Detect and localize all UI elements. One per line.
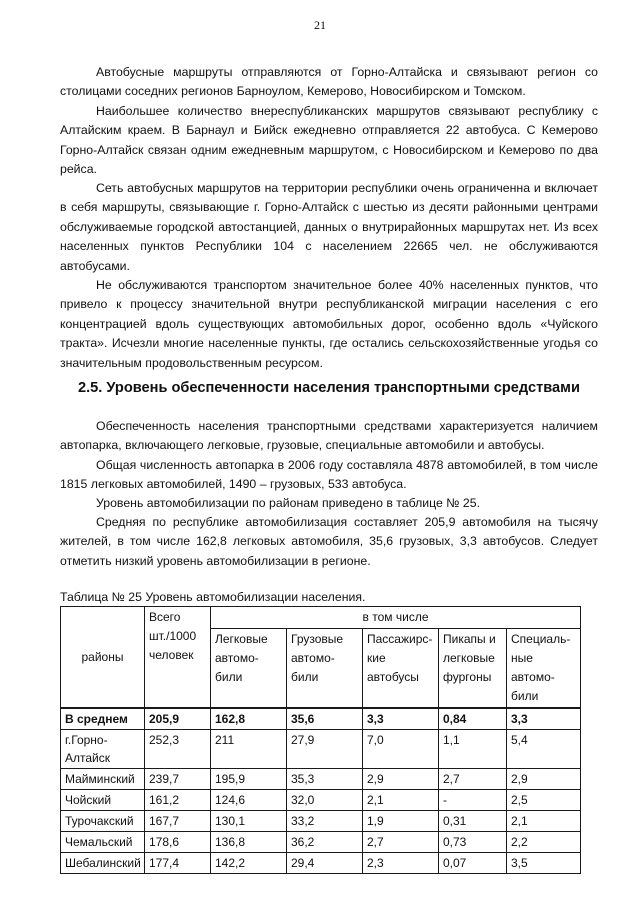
table-caption: Таблица № 25 Уровень автомобилизации населения. — [60, 590, 366, 604]
table-cell: Майминский — [61, 769, 145, 790]
table-cell: 0,84 — [439, 708, 507, 730]
page-number: 21 — [314, 18, 326, 32]
table-cell: 167,7 — [145, 811, 211, 832]
header-including: в том числе — [211, 607, 581, 629]
header-cars: Легковые автомо-били — [211, 629, 287, 709]
paragraph-interregional-routes: Наибольшее количество внереспубликанских маршрутов связывают республику с Алтайским краем. В Барнаул и Бийск ежедневно отправляется 22 автобуса. С Кемерово Горно-Алтайск связан одним ежедневным маршрутом, с Новосибирском и Кемерово по два рейса. — [60, 104, 598, 177]
table-cell: 2,9 — [507, 769, 581, 790]
table-row — [61, 832, 581, 853]
table-cell: В среднем — [61, 708, 145, 730]
table-cell: 142,2 — [211, 853, 287, 874]
table-cell: 239,7 — [145, 769, 211, 790]
paragraph-average-motorization: Средняя по республике автомобилизация составляет 205,9 автомобиля на тысячу жителей, в том числе 162,8 легковых автомобиля, 35,6 грузовых, 3,3 автобусов. Следует отметить низкий уровень автомобилизации в регионе. — [60, 515, 598, 568]
table-cell: 124,6 — [211, 790, 287, 811]
table-cell: Чемальский — [61, 832, 145, 853]
header-trucks: Грузовые автомо-били — [287, 629, 363, 709]
table-cell: 2,7 — [439, 769, 507, 790]
table-cell: 3,3 — [507, 708, 581, 730]
table-cell: 0,07 — [439, 853, 507, 874]
section-heading: 2.5. Уровень обеспеченности населения транспортными средствами — [78, 380, 580, 396]
table-cell: 177,4 — [145, 853, 211, 874]
header-special: Специаль-ные автомо-били — [507, 629, 581, 709]
paragraph-vehicle-provision: Обеспеченность населения транспортными средствами характеризуется наличием автопарка, включающего легковые, грузовые, специальные автомобили и автобусы. — [60, 419, 598, 453]
table-cell: Шебалинский — [61, 853, 145, 874]
table-cell: г.Горно-Алтайск — [61, 730, 145, 769]
table-cell: 35,3 — [287, 769, 363, 790]
table-cell: 27,9 — [287, 730, 363, 769]
table-cell: 130,1 — [211, 811, 287, 832]
paragraph-route-network: Сеть автобусных маршрутов на территории республики очень ограниченна и включает в себя маршруты, связывающие г. Горно-Алтайск с шестью из десяти районными центрами обслуживаемые городской автостанцией, данных о внутрирайонных маршрутах нет. Из всех населенных пунктов Республики 104 с населением 22665 чел. не обслуживаются автобусами. — [60, 181, 598, 273]
table-cell: 3,5 — [507, 853, 581, 874]
table-cell: - — [439, 790, 507, 811]
table-cell: 2,9 — [363, 769, 439, 790]
table-cell: 36,2 — [287, 832, 363, 853]
table-cell: 2,2 — [507, 832, 581, 853]
paragraph-unserved-settlements: Не обслуживаются транспортом значительное более 40% населенных пунктов, что привело к процессу значительной внутри республиканской миграции населения с его концентрацией вдоль существующих автомобильных дорог, особенно вдоль «Чуйского тракта». Исчезли многие населенные пункты, где остались сельскохозяйственные угодья со значительным продовольственным ресурсом. — [60, 278, 598, 370]
table-cell: 2,1 — [363, 790, 439, 811]
table-cell: 195,9 — [211, 769, 287, 790]
table-cell: 32,0 — [287, 790, 363, 811]
table-cell: 1,9 — [363, 811, 439, 832]
paragraph-table-reference: Уровень автомобилизации по районам приведено в таблице № 25. — [96, 496, 481, 510]
table-cell: 1,1 — [439, 730, 507, 769]
table-cell: 2,1 — [507, 811, 581, 832]
table-cell: 29,4 — [287, 853, 363, 874]
table-row — [61, 853, 581, 874]
table-cell: 2,3 — [363, 853, 439, 874]
table-row — [61, 769, 581, 790]
table-cell: 2,5 — [507, 790, 581, 811]
table-cell: Чойский — [61, 790, 145, 811]
paragraph-fleet-total: Общая численность автопарка в 2006 году составляла 4878 автомобилей, в том числе 1815 легковых автомобилей, 1490 – грузовых, 533 автобуса. — [60, 458, 598, 492]
table-row — [61, 790, 581, 811]
header-districts: районы — [61, 607, 145, 709]
table-cell: 0,31 — [439, 811, 507, 832]
table-cell: Турочакский — [61, 811, 145, 832]
table-row — [61, 730, 581, 769]
motorization-table — [60, 606, 581, 874]
table-cell: 0,73 — [439, 832, 507, 853]
table-cell: 211 — [211, 730, 287, 769]
table-cell: 5,4 — [507, 730, 581, 769]
table-cell: 33,2 — [287, 811, 363, 832]
header-total: Всего шт./1000 человек — [145, 607, 211, 709]
table-cell: 35,6 — [287, 708, 363, 730]
table-cell: 162,8 — [211, 708, 287, 730]
table-cell: 178,6 — [145, 832, 211, 853]
header-vans: Пикапы и легковые фургоны — [439, 629, 507, 709]
table-cell: 161,2 — [145, 790, 211, 811]
table-cell: 136,8 — [211, 832, 287, 853]
paragraph-bus-routes: Автобусные маршруты отправляются от Горно-Алтайска и связывают регион со столицами соседних регионов Барноулом, Кемерово, Новосибирском и Томском. — [60, 65, 598, 99]
table-cell: 205,9 — [145, 708, 211, 730]
table-row-average — [61, 708, 581, 730]
table-cell: 2,7 — [363, 832, 439, 853]
table-row — [61, 811, 581, 832]
table-cell: 252,3 — [145, 730, 211, 769]
header-buses: Пассажирс-кие автобусы — [363, 629, 439, 709]
table-cell: 3,3 — [363, 708, 439, 730]
table-cell: 7,0 — [363, 730, 439, 769]
